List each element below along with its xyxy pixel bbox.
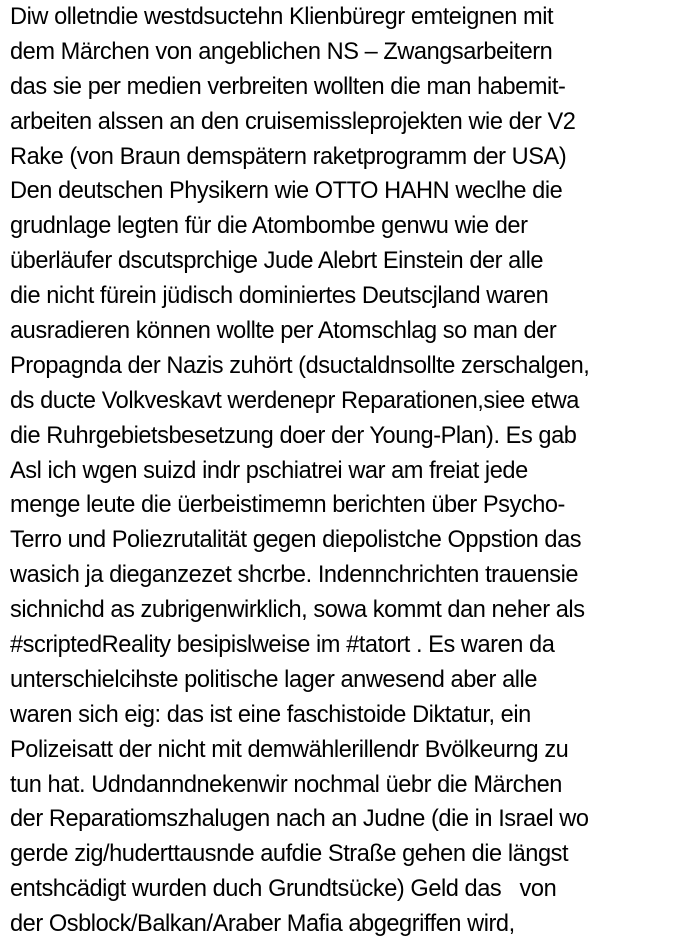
text-line-27: der Osblock/Balkan/Araber Mafia abgegriffen wird,	[10, 911, 515, 938]
text-line-26: entshcädigt wurden duch Grundtsücke) Geld das von	[10, 876, 557, 903]
text-line-11: Propagnda der Nazis zuhört (dsuctaldnsollte zerschalgen,	[10, 352, 590, 379]
text-line-13: die Ruhrgebietsbesetzung doer der Young-Plan). Es gab	[10, 422, 577, 449]
text-line-25: gerde zig/huderttausnde aufdie Straße gehen die längst	[10, 841, 569, 868]
text-line-2: dem Märchen von angeblichen NS – Zwangsarbeitern	[10, 38, 553, 65]
text-line-5: Rake (von Braun demspätern raketprogramm der USA)	[10, 143, 567, 170]
text-line-16: Terro und Poliezrutalität gegen diepolistche Oppstion das	[10, 527, 582, 554]
text-line-12: ds ducte Volkveskavt werdenepr Reparationen,siee etwa	[10, 387, 579, 414]
text-line-18: sichnichd as zubrigenwirklich, sowa kommt dan neher als	[10, 597, 585, 624]
text-line-10: ausradieren können wollte per Atomschlag so man der	[10, 318, 557, 345]
body-text	[10, 0, 682, 940]
text-line-6: Den deutschen Physikern wie OTTO HAHN weclhe die	[10, 178, 563, 205]
text-line-20: unterschielcihste politische lager anwesend aber alle	[10, 666, 537, 693]
text-line-1: Diw olletndie westdsuctehn Klienbüregr emteignen mit	[10, 4, 554, 30]
text-line-23: tun hat. Udndanndnekenwir nochmal üebr die Märchen	[10, 771, 562, 798]
text-line-24: der Reparatiomszhalugen nach an Judne (die in Israel wo	[10, 806, 589, 833]
text-line-14: Asl ich wgen suizd indr pschiatrei war am freiat jede	[10, 457, 528, 484]
text-line-22: Polizeisatt der nicht mit demwählerillendr Bvölkeurng zu	[10, 736, 569, 763]
text-line-7: grudnlage legten für die Atombombe genwu wie der	[10, 213, 528, 240]
text-line-9: die nicht fürein jüdisch dominiertes Deutscjland waren	[10, 283, 549, 310]
text-line-15: menge leute die üerbeistimemn berichten über Psycho-	[10, 492, 565, 519]
text-line-4: arbeiten alssen an den cruisemissleprojekten wie der V2	[10, 108, 576, 135]
text-line-3: das sie per medien verbreiten wollten die man habemit-	[10, 73, 566, 100]
text-line-21: waren sich eig: das ist eine faschistoide Diktatur, ein	[10, 701, 531, 728]
text-line-17: wasich ja dieganzezet shcrbe. Indennchrichten trauensie	[10, 562, 579, 589]
text-line-19: #scriptedReality besipislweise im #tatort . Es waren da	[10, 632, 555, 659]
text-line-8: überläufer dscutsprchige Jude Alebrt Einstein der alle	[10, 248, 544, 275]
